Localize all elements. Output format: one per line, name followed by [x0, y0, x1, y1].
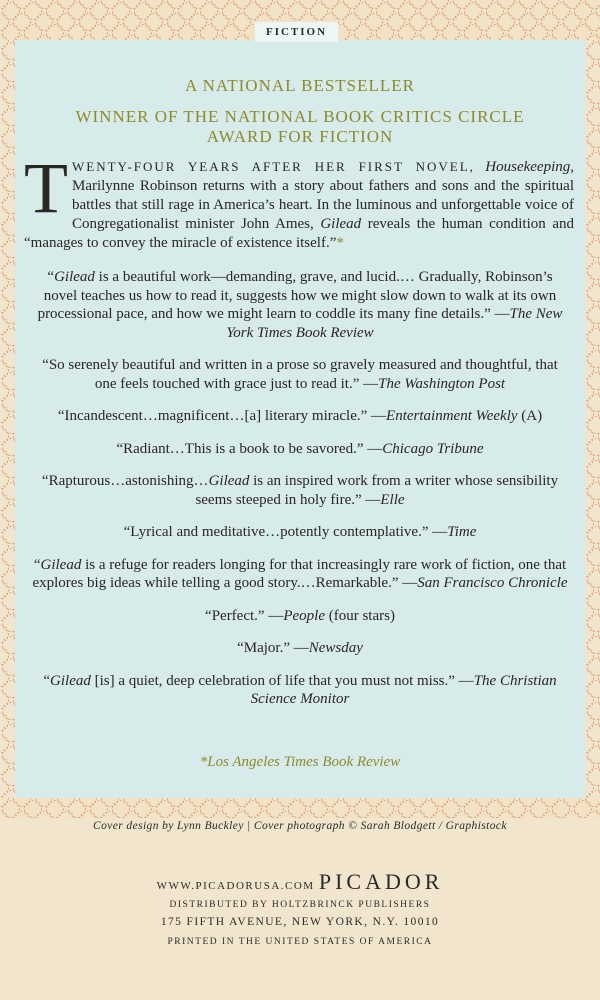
intro-title-housekeeping: Housekeeping, — [485, 159, 574, 175]
quote-source: The Washington Post — [378, 375, 506, 392]
decorative-pattern-bottom — [0, 798, 600, 818]
publisher-line — [0, 869, 600, 895]
quote-source: Chicago Tribune — [382, 440, 484, 457]
printed-in-line: PRINTED IN THE UNITED STATES OF AMERICA — [167, 937, 433, 947]
intro-paragraph — [24, 148, 574, 253]
quote-source: Newsday — [308, 640, 363, 656]
intro-text-2: reveals the human condition and “manages to convey the miracle of existence itself.” — [24, 216, 574, 251]
award-headline-line2: AWARD FOR FICTION — [206, 127, 394, 146]
distributor-line: DISTRIBUTED BY HOLTZBRINCK PUBLISHERS — [169, 900, 431, 910]
footnote-attribution: *Los Angeles Times Book Review — [199, 754, 401, 770]
intro-caps: WENTY-FOUR YEARS AFTER HER FIRST NOVEL, — [71, 159, 475, 174]
review-quote: “Gilead [is] a quiet, deep celebration of life that you must not miss.” —The Christian Science Monitor — [43, 672, 557, 707]
award-headline — [0, 107, 600, 147]
quote-source: People — [283, 607, 325, 624]
review-quotes — [30, 268, 570, 723]
quote-source: Entertainment Weekly — [386, 408, 518, 424]
award-headline-line1: WINNER OF THE NATIONAL BOOK CRITICS CIRCLE — [75, 107, 525, 126]
quote-source: Elle — [380, 491, 405, 508]
quote-source: The Christian Science Monitor — [250, 672, 557, 707]
review-quote: “Radiant…This is a book to be savored.” —Chicago Tribune — [116, 440, 484, 457]
review-quote: “Major.” —Newsday — [237, 640, 363, 656]
publisher-address: 175 FIFTH AVENUE, NEW YORK, N.Y. 10010 — [160, 916, 440, 928]
intro-text-1: Marilynne Robinson returns with a story about fathers and sons and the spiritual battles that still rage in America’s heart. In the luminous and unforgettable voice of Congregationalist minister John Ames, — [71, 178, 574, 232]
review-quote: “Gilead is a refuge for readers longing for that increasingly rare work of fiction, one that explores big ideas while telling a good story.…Remarkable.” —San Francisco Chronicle — [32, 556, 568, 591]
drop-cap: T — [24, 148, 68, 228]
quote-source: Time — [447, 524, 477, 540]
publisher-url: WWW.PICADORUSA.COM — [156, 880, 315, 892]
review-quote: “Lyrical and meditative…potently contemplative.” —Time — [123, 524, 477, 540]
review-quote: “Gilead is a beautiful work—demanding, grave, and lucid.… Gradually, Robinson’s novel teaches us how to read it, suggests how we might slow down to walk at its own processional pace, and how we might learn to coddle its many fine details.” —The New York Times Book Review — [37, 269, 563, 341]
quote-source: The New York Times Book Review — [226, 306, 563, 341]
quote-source: San Francisco Chronicle — [417, 575, 568, 591]
bestseller-headline: A NATIONAL BESTSELLER — [184, 76, 416, 95]
decorative-pattern-right — [585, 40, 600, 800]
review-quote: “So serenely beautiful and written in a prose so gravely measured and thoughtful, that one feels touched with grace just to read it.” —The Washington Post — [42, 357, 558, 392]
publisher-name: PICADOR — [318, 869, 444, 894]
footnote-star: * — [336, 235, 344, 251]
decorative-pattern-left — [0, 40, 15, 800]
genre-tag: FICTION — [255, 22, 338, 42]
review-quote: “Perfect.” —People (four stars) — [205, 607, 395, 624]
review-quote: “Incandescent…magnificent…[a] literary miracle.” —Entertainment Weekly (A) — [57, 408, 543, 424]
cover-credits: Cover design by Lynn Buckley | Cover photograph © Sarah Blodgett / Graphistock — [93, 820, 507, 832]
review-quote: “Rapturous…astonishing…Gilead is an inspired work from a writer whose sensibility seems steeped in holy fire.” —Elle — [41, 473, 559, 508]
intro-title-gilead: Gilead — [320, 216, 362, 232]
